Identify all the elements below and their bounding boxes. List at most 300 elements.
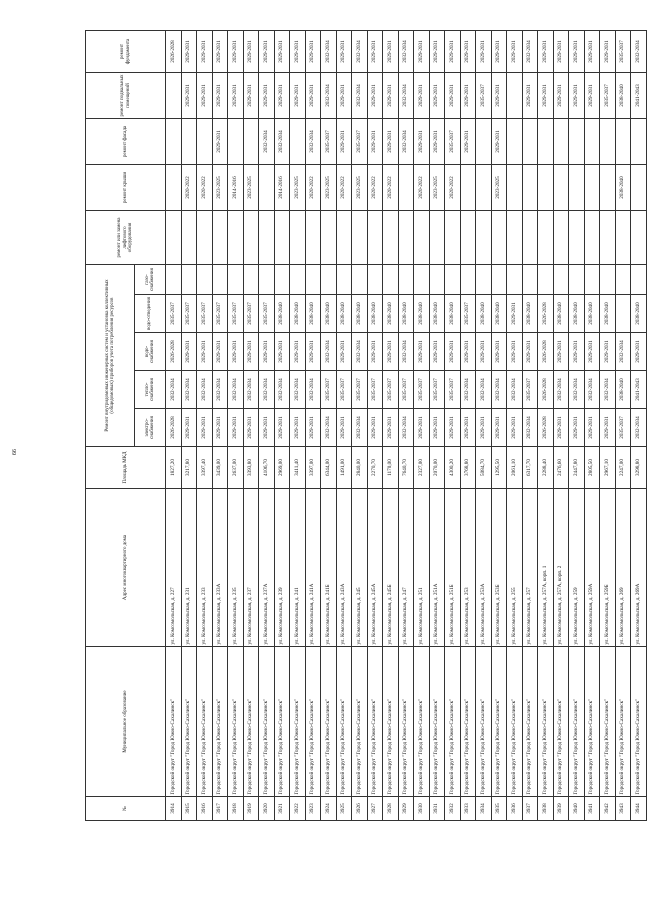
cell-address: ул. Комсомольская, д. 251Б: [445, 489, 461, 647]
table-row: [600, 31, 616, 821]
cell-heat: 2035-2037: [429, 371, 445, 409]
cell-roof: 2020-2022: [336, 165, 352, 211]
cell-facade: [553, 119, 569, 165]
cell-basement: 2029-2031: [445, 73, 461, 119]
cell-municipality: Городской округ "Город Южно-Сахалинск": [367, 647, 383, 797]
cell-water: 2029-2031: [429, 333, 445, 371]
cell-municipality: Городской округ "Город Южно-Сахалинск": [569, 647, 585, 797]
cell-gas: [274, 265, 290, 295]
cell-foundation: 2029-2031: [538, 31, 554, 73]
cell-basement: 2029-2031: [553, 73, 569, 119]
cell-facade: [507, 119, 523, 165]
cell-area: 2447,80: [569, 447, 585, 489]
cell-foundation: 2029-2031: [290, 31, 306, 73]
table-row: [569, 31, 585, 821]
cell-facade: 2035-2037: [445, 119, 461, 165]
table-row: [274, 31, 290, 821]
header-municipality: Муниципальное образование: [86, 647, 166, 797]
cell-area: 6344,00: [321, 447, 337, 489]
cell-address: ул. Комсомольская, д. 259Б: [600, 489, 616, 647]
cell-address: ул. Комсомольская, д. 257: [522, 489, 538, 647]
cell-elevators: [522, 211, 538, 265]
cell-num: 3921: [274, 797, 290, 821]
cell-facade: 2029-2031: [336, 119, 352, 165]
cell-facade: [243, 119, 259, 165]
header-elevators: ремонт или замена лифтового оборудования: [86, 211, 166, 265]
cell-electricity: 2035-2037: [615, 409, 631, 447]
table-row: [290, 31, 306, 821]
cell-basement: 2029-2031: [305, 73, 321, 119]
cell-drainage: 2038-2040: [429, 295, 445, 333]
cell-address: ул. Комсомольская, д. 245А: [367, 489, 383, 647]
cell-facade: [228, 119, 244, 165]
cell-drainage: 2035-2037: [259, 295, 275, 333]
cell-drainage: 2038-2040: [321, 295, 337, 333]
cell-address: ул. Комсомольская, д. 257А, корп. 2: [553, 489, 569, 647]
cell-basement: 2029-2031: [569, 73, 585, 119]
cell-area: 6317,70: [522, 447, 538, 489]
cell-drainage: 2038-2040: [336, 295, 352, 333]
cell-drainage: 2038-2040: [631, 295, 647, 333]
cell-num: 3940: [569, 797, 585, 821]
cell-num: 3942: [600, 797, 616, 821]
cell-drainage: 2035-2037: [243, 295, 259, 333]
cell-water: 2026-2028: [538, 333, 554, 371]
cell-roof: 2020-2022: [367, 165, 383, 211]
cell-roof: [538, 165, 554, 211]
cell-facade: 2029-2031: [491, 119, 507, 165]
cell-electricity: 2029-2031: [445, 409, 461, 447]
header-foundation: ремонт фундамента: [86, 31, 166, 73]
header-heat: тепло-снабжения: [135, 371, 166, 409]
cell-foundation: 2035-2037: [615, 31, 631, 73]
cell-area: 2247,00: [615, 447, 631, 489]
cell-basement: 2029-2031: [228, 73, 244, 119]
cell-water: 2029-2031: [507, 333, 523, 371]
table-row: [321, 31, 337, 821]
cell-basement: 2032-2034: [321, 73, 337, 119]
cell-drainage: 2035-2037: [181, 295, 197, 333]
cell-municipality: Городской округ "Город Южно-Сахалинск": [538, 647, 554, 797]
cell-municipality: Городской округ "Город Южно-Сахалинск": [491, 647, 507, 797]
cell-water: 2029-2031: [383, 333, 399, 371]
cell-area: 2270,70: [367, 447, 383, 489]
cell-area: 4106,70: [259, 447, 275, 489]
cell-num: 3933: [460, 797, 476, 821]
cell-electricity: 2029-2031: [476, 409, 492, 447]
table-row: [367, 31, 383, 821]
cell-heat: 2035-2037: [383, 371, 399, 409]
cell-area: 2061,10: [507, 447, 523, 489]
cell-basement: 2029-2031: [274, 73, 290, 119]
cell-elevators: [181, 211, 197, 265]
header-roof: ремонт крыши: [86, 165, 166, 211]
table-row: [243, 31, 259, 821]
cell-roof: 2020-2022: [305, 165, 321, 211]
cell-facade: 2032-2034: [398, 119, 414, 165]
cell-num: 3926: [352, 797, 368, 821]
cell-municipality: Городской округ "Город Южно-Сахалинск": [336, 647, 352, 797]
cell-num: 3917: [212, 797, 228, 821]
cell-electricity: 2026-2028: [538, 409, 554, 447]
cell-address: ул. Комсомольская, д. 245Б: [383, 489, 399, 647]
cell-municipality: Городской округ "Город Южно-Сахалинск": [631, 647, 647, 797]
cell-address: ул. Комсомольская, д. 241Б: [321, 489, 337, 647]
cell-foundation: 2032-2034: [352, 31, 368, 73]
cell-heat: 2038-2040: [615, 371, 631, 409]
cell-gas: [553, 265, 569, 295]
cell-electricity: 2029-2031: [181, 409, 197, 447]
cell-roof: 2023-2025: [243, 165, 259, 211]
cell-foundation: 2029-2031: [181, 31, 197, 73]
cell-municipality: Городской округ "Город Южно-Сахалинск": [305, 647, 321, 797]
cell-municipality: Городской округ "Город Южно-Сахалинск": [181, 647, 197, 797]
cell-area: 2805,50: [584, 447, 600, 489]
cell-drainage: 2038-2040: [569, 295, 585, 333]
cell-address: ул. Комсомольская, д. 227: [166, 489, 182, 647]
cell-foundation: 2029-2031: [569, 31, 585, 73]
cell-address: ул. Комсомольская, д. 253Б: [491, 489, 507, 647]
cell-heat: 2041-2043: [631, 371, 647, 409]
cell-area: 3411,40: [290, 447, 306, 489]
cell-basement: 2038-2040: [615, 73, 631, 119]
cell-num: 3922: [290, 797, 306, 821]
cell-roof: [398, 165, 414, 211]
cell-area: 2969,00: [274, 447, 290, 489]
cell-electricity: 2032-2034: [321, 409, 337, 447]
cell-municipality: Городской округ "Город Южно-Сахалинск": [615, 647, 631, 797]
cell-roof: [166, 165, 182, 211]
cell-roof: 2020-2022: [414, 165, 430, 211]
cell-num: 3944: [631, 797, 647, 821]
cell-basement: 2029-2031: [414, 73, 430, 119]
cell-roof: 2020-2022: [197, 165, 213, 211]
cell-address: ул. Комсомольская, д. 269: [615, 489, 631, 647]
cell-electricity: 2029-2031: [584, 409, 600, 447]
cell-drainage: 2038-2040: [305, 295, 321, 333]
cell-heat: 2032-2034: [290, 371, 306, 409]
cell-foundation: 2032-2034: [522, 31, 538, 73]
cell-gas: [212, 265, 228, 295]
cell-facade: 2035-2037: [321, 119, 337, 165]
cell-facade: [600, 119, 616, 165]
cell-num: 3930: [414, 797, 430, 821]
page-number: 99: [10, 449, 16, 455]
cell-elevators: [476, 211, 492, 265]
cell-electricity: 2029-2031: [197, 409, 213, 447]
table-row: [259, 31, 275, 821]
cell-foundation: 2032-2034: [321, 31, 337, 73]
cell-water: 2029-2031: [569, 333, 585, 371]
cell-water: 2029-2031: [600, 333, 616, 371]
cell-foundation: 2029-2031: [336, 31, 352, 73]
cell-facade: [166, 119, 182, 165]
cell-roof: 2020-2022: [445, 165, 461, 211]
cell-roof: 2014-2016: [228, 165, 244, 211]
cell-foundation: 2029-2031: [274, 31, 290, 73]
cell-drainage: 2038-2040: [352, 295, 368, 333]
cell-facade: 2029-2031: [429, 119, 445, 165]
cell-heat: 2032-2034: [274, 371, 290, 409]
cell-num: 3927: [367, 797, 383, 821]
cell-heat: 2032-2034: [491, 371, 507, 409]
cell-electricity: 2029-2031: [290, 409, 306, 447]
cell-num: 3916: [197, 797, 213, 821]
cell-facade: 2029-2031: [212, 119, 228, 165]
cell-drainage: 2038-2040: [445, 295, 461, 333]
cell-municipality: Городской округ "Город Южно-Сахалинск": [197, 647, 213, 797]
cell-municipality: Городской округ "Город Южно-Сахалинск": [212, 647, 228, 797]
cell-foundation: 2029-2031: [491, 31, 507, 73]
cell-electricity: 2029-2031: [600, 409, 616, 447]
cell-water: 2029-2031: [259, 333, 275, 371]
table-row: [228, 31, 244, 821]
cell-foundation: 2029-2031: [584, 31, 600, 73]
table-row: [584, 31, 600, 821]
cell-water: 2032-2034: [615, 333, 631, 371]
cell-drainage: 2035-2037: [228, 295, 244, 333]
cell-municipality: Городской округ "Город Южно-Сахалинск": [460, 647, 476, 797]
cell-elevators: [259, 211, 275, 265]
cell-address: ул. Комсомольская, д. 259: [569, 489, 585, 647]
cell-electricity: 2029-2031: [569, 409, 585, 447]
cell-electricity: 2032-2034: [398, 409, 414, 447]
cell-area: 3217,80: [181, 447, 197, 489]
cell-roof: [259, 165, 275, 211]
cell-drainage: 2035-2037: [460, 295, 476, 333]
cell-num: 3938: [538, 797, 554, 821]
cell-roof: [600, 165, 616, 211]
table-row: [615, 31, 631, 821]
cell-heat: 2032-2034: [569, 371, 585, 409]
cell-heat: 2032-2034: [305, 371, 321, 409]
cell-address: ул. Комсомольская, д. 247: [398, 489, 414, 647]
table-row: [553, 31, 569, 821]
table-row: [507, 31, 523, 821]
cell-basement: 2029-2031: [336, 73, 352, 119]
cell-gas: [367, 265, 383, 295]
cell-num: 3929: [398, 797, 414, 821]
table-row: [383, 31, 399, 821]
cell-heat: 2032-2034: [212, 371, 228, 409]
cell-elevators: [538, 211, 554, 265]
cell-elevators: [460, 211, 476, 265]
cell-municipality: Городской округ "Город Южно-Сахалинск": [398, 647, 414, 797]
cell-gas: [507, 265, 523, 295]
table-row: [522, 31, 538, 821]
cell-drainage: 2035-2037: [197, 295, 213, 333]
cell-gas: [615, 265, 631, 295]
cell-basement: 2035-2037: [600, 73, 616, 119]
cell-address: ул. Комсомольская, д. 241: [290, 489, 306, 647]
cell-area: 2288,40: [538, 447, 554, 489]
cell-elevators: [584, 211, 600, 265]
cell-municipality: Городской округ "Город Южно-Сахалинск": [553, 647, 569, 797]
cell-municipality: Городской округ "Город Южно-Сахалинск": [290, 647, 306, 797]
cell-elevators: [290, 211, 306, 265]
cell-water: 2029-2031: [290, 333, 306, 371]
cell-drainage: 2038-2040: [476, 295, 492, 333]
cell-drainage: 2038-2040: [398, 295, 414, 333]
cell-municipality: Городской округ "Город Южно-Сахалинск": [584, 647, 600, 797]
cell-area: 1170,00: [383, 447, 399, 489]
cell-elevators: [367, 211, 383, 265]
cell-elevators: [383, 211, 399, 265]
cell-heat: 2032-2034: [228, 371, 244, 409]
cell-num: 3931: [429, 797, 445, 821]
table-row: [491, 31, 507, 821]
cell-basement: 2032-2034: [398, 73, 414, 119]
cell-heat: 2032-2034: [197, 371, 213, 409]
cell-heat: 2032-2034: [460, 371, 476, 409]
cell-electricity: 2029-2031: [383, 409, 399, 447]
cell-heat: 2032-2034: [553, 371, 569, 409]
cell-elevators: [197, 211, 213, 265]
cell-water: 2029-2031: [584, 333, 600, 371]
cell-area: 2476,60: [553, 447, 569, 489]
cell-heat: 2035-2037: [336, 371, 352, 409]
cell-drainage: 2026-2028: [538, 295, 554, 333]
cell-area: 3298,80: [631, 447, 647, 489]
cell-electricity: 2032-2034: [631, 409, 647, 447]
cell-num: 3920: [259, 797, 275, 821]
cell-foundation: 2029-2031: [445, 31, 461, 73]
cell-area: 7640,70: [398, 447, 414, 489]
cell-elevators: [600, 211, 616, 265]
cell-facade: 2029-2031: [414, 119, 430, 165]
cell-gas: [600, 265, 616, 295]
cell-foundation: 2029-2031: [197, 31, 213, 73]
cell-gas: [398, 265, 414, 295]
cell-water: 2029-2031: [181, 333, 197, 371]
cell-roof: [476, 165, 492, 211]
cell-water: 2032-2034: [398, 333, 414, 371]
cell-electricity: 2029-2031: [274, 409, 290, 447]
table-body: [166, 31, 647, 821]
cell-num: 3934: [476, 797, 492, 821]
cell-heat: 2035-2037: [414, 371, 430, 409]
cell-basement: 2035-2037: [476, 73, 492, 119]
table-row: [212, 31, 228, 821]
cell-gas: [569, 265, 585, 295]
cell-gas: [336, 265, 352, 295]
cell-municipality: Городской округ "Город Южно-Сахалинск": [600, 647, 616, 797]
table-row: [398, 31, 414, 821]
cell-heat: 2026-2028: [538, 371, 554, 409]
cell-roof: [460, 165, 476, 211]
cell-heat: 2035-2037: [445, 371, 461, 409]
cell-basement: 2029-2031: [584, 73, 600, 119]
cell-foundation: 2029-2031: [553, 31, 569, 73]
cell-drainage: 2038-2040: [274, 295, 290, 333]
cell-num: 3914: [166, 797, 182, 821]
cell-gas: [290, 265, 306, 295]
cell-area: 1491,00: [336, 447, 352, 489]
cell-num: 3925: [336, 797, 352, 821]
cell-num: 3923: [305, 797, 321, 821]
cell-facade: 2032-2034: [259, 119, 275, 165]
cell-roof: 2020-2022: [181, 165, 197, 211]
cell-electricity: 2029-2031: [414, 409, 430, 447]
cell-area: 2967,10: [600, 447, 616, 489]
cell-gas: [259, 265, 275, 295]
cell-basement: 2029-2031: [460, 73, 476, 119]
cell-roof: [631, 165, 647, 211]
cell-gas: [305, 265, 321, 295]
cell-heat: 2035-2037: [522, 371, 538, 409]
cell-elevators: [352, 211, 368, 265]
cell-gas: [522, 265, 538, 295]
cell-facade: [290, 119, 306, 165]
cell-area: 3768,80: [460, 447, 476, 489]
cell-area: 5084,70: [476, 447, 492, 489]
table-row: [476, 31, 492, 821]
cell-heat: 2032-2034: [166, 371, 182, 409]
cell-num: 3919: [243, 797, 259, 821]
cell-address: ул. Комсомольская, д. 231: [181, 489, 197, 647]
cell-water: 2029-2031: [197, 333, 213, 371]
cell-elevators: [414, 211, 430, 265]
cell-address: ул. Комсомольская, д. 237А: [259, 489, 275, 647]
cell-water: 2029-2031: [445, 333, 461, 371]
cell-num: 3939: [553, 797, 569, 821]
cell-address: ул. Комсомольская, д. 259А: [584, 489, 600, 647]
cell-facade: 2029-2031: [367, 119, 383, 165]
cell-water: 2026-2028: [166, 333, 182, 371]
cell-water: 2029-2031: [522, 333, 538, 371]
cell-roof: [553, 165, 569, 211]
cell-num: 3943: [615, 797, 631, 821]
cell-facade: [522, 119, 538, 165]
cell-address: ул. Комсомольская, д. 253: [460, 489, 476, 647]
table-row: [197, 31, 213, 821]
cell-num: 3936: [507, 797, 523, 821]
cell-address: ул. Комсомольская, д. 245: [352, 489, 368, 647]
header-address: Адрес многоквартирного дома: [86, 489, 166, 647]
cell-heat: 2032-2034: [584, 371, 600, 409]
cell-area: 2637,00: [228, 447, 244, 489]
cell-municipality: Городской округ "Город Южно-Сахалинск": [166, 647, 182, 797]
cell-basement: 2029-2031: [367, 73, 383, 119]
table-row: [352, 31, 368, 821]
cell-basement: 2029-2031: [429, 73, 445, 119]
cell-municipality: Городской округ "Город Южно-Сахалинск": [445, 647, 461, 797]
cell-water: 2029-2031: [212, 333, 228, 371]
cell-basement: 2029-2031: [522, 73, 538, 119]
cell-municipality: Городской округ "Город Южно-Сахалинск": [383, 647, 399, 797]
cell-num: 3932: [445, 797, 461, 821]
cell-elevators: [445, 211, 461, 265]
cell-num: 3924: [321, 797, 337, 821]
cell-gas: [445, 265, 461, 295]
cell-heat: 2035-2037: [367, 371, 383, 409]
cell-drainage: 2029-2031: [507, 295, 523, 333]
cell-electricity: 2029-2031: [305, 409, 321, 447]
cell-electricity: 2029-2031: [460, 409, 476, 447]
cell-municipality: Городской округ "Город Южно-Сахалинск": [228, 647, 244, 797]
cell-electricity: 2029-2031: [228, 409, 244, 447]
cell-foundation: 2029-2031: [460, 31, 476, 73]
cell-municipality: Городской округ "Город Южно-Сахалинск": [243, 647, 259, 797]
cell-elevators: [553, 211, 569, 265]
cell-facade: [569, 119, 585, 165]
cell-gas: [383, 265, 399, 295]
header-num: №: [86, 797, 166, 821]
cell-gas: [197, 265, 213, 295]
cell-elevators: [429, 211, 445, 265]
table-row: [631, 31, 647, 821]
cell-foundation: 2029-2031: [305, 31, 321, 73]
